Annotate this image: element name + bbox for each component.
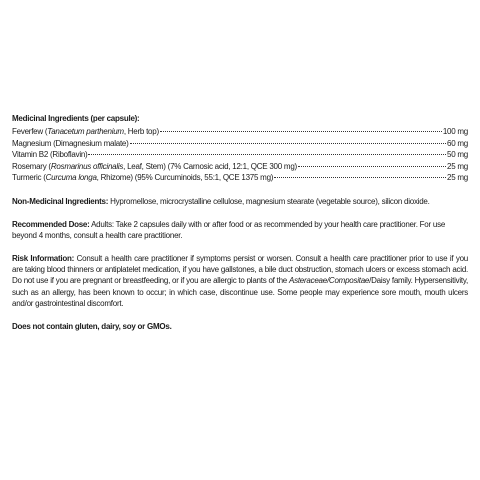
risk-information-text-continued: /Daisy family. Hypersensitivity, such as an allergy, has been known to occur; in which case, discontinue use. Some people may experience sore mouth, mouth ulcers and/or gastrointestinal discomfort. <box>12 276 469 309</box>
recommended-dose-text: Adults: Take 2 capsules daily with or after food or as recommended by your health care practitioner. For use beyond 4 months, consult a health care practitioner. <box>12 219 446 241</box>
recommended-dose-label: Recommended Dose: <box>12 219 90 229</box>
dot-leader <box>298 166 446 167</box>
ingredient-name: Vitamin B2 (Riboflavin) <box>12 150 88 160</box>
medicinal-ingredients-section <box>12 113 468 183</box>
ingredient-row-turmeric <box>12 172 468 183</box>
non-medicinal-label: Non-Medicinal Ingredients: <box>12 197 109 207</box>
ingredient-row-feverfew <box>12 126 468 137</box>
ingredient-name: Magnesium (Dimagnesium malate) <box>12 138 129 148</box>
ingredient-row-rosemary <box>12 161 468 172</box>
ingredient-row-magnesium <box>12 138 468 149</box>
risk-latin-family: Asteraceae/Compositae <box>288 276 370 286</box>
ingredient-name: Turmeric (Curcuma longa, Rhizome) (95% Curcuminoids, 55:1, QCE 1375 mg) <box>12 173 274 183</box>
risk-information-section <box>12 253 468 310</box>
dot-leader <box>88 154 446 155</box>
ingredient-dose: 50 mg <box>447 150 468 160</box>
non-medicinal-ingredients-section <box>12 196 468 207</box>
risk-information-label: Risk Information: <box>12 253 75 263</box>
ingredient-name: Rosemary (Rosmarinus officinalis, Leaf, Stem) (7% Carnosic acid, 12:1, QCE 300 mg) <box>12 161 297 171</box>
ingredient-dose: 25 mg <box>447 161 468 171</box>
medicinal-ingredients-heading: Medicinal Ingredients (per capsule): <box>12 114 140 123</box>
ingredient-dose: 25 mg <box>447 173 468 183</box>
ingredient-row-vitamin-b2 <box>12 149 468 160</box>
ingredient-name: Feverfew (Tanacetum parthenium, Herb top) <box>12 127 159 137</box>
dot-leader <box>130 143 446 144</box>
allergen-statement: Does not contain gluten, dairy, soy or GMOs. <box>12 321 172 331</box>
dot-leader <box>160 131 442 132</box>
ingredient-dose: 100 mg <box>442 127 468 137</box>
risk-information-text: Consult a health care practitioner if symptoms persist or worsen. Consult a health care practitioner prior to use if you are taking blood thinners or antiplatelet medication, if you have gallstones, a bile duct obstruction, stomach ulcers or excess stomach acid. Do not use if you are pregnant or breastfeeding, or if you are allergic to plants of the <box>12 253 469 286</box>
ingredient-list <box>12 126 468 183</box>
recommended-dose-section <box>12 219 468 242</box>
non-medicinal-text: Hypromellose, microcrystalline cellulose, magnesium stearate (vegetable source), silicon dioxide. <box>108 197 430 207</box>
dot-leader <box>274 177 446 178</box>
ingredient-dose: 60 mg <box>447 138 468 148</box>
